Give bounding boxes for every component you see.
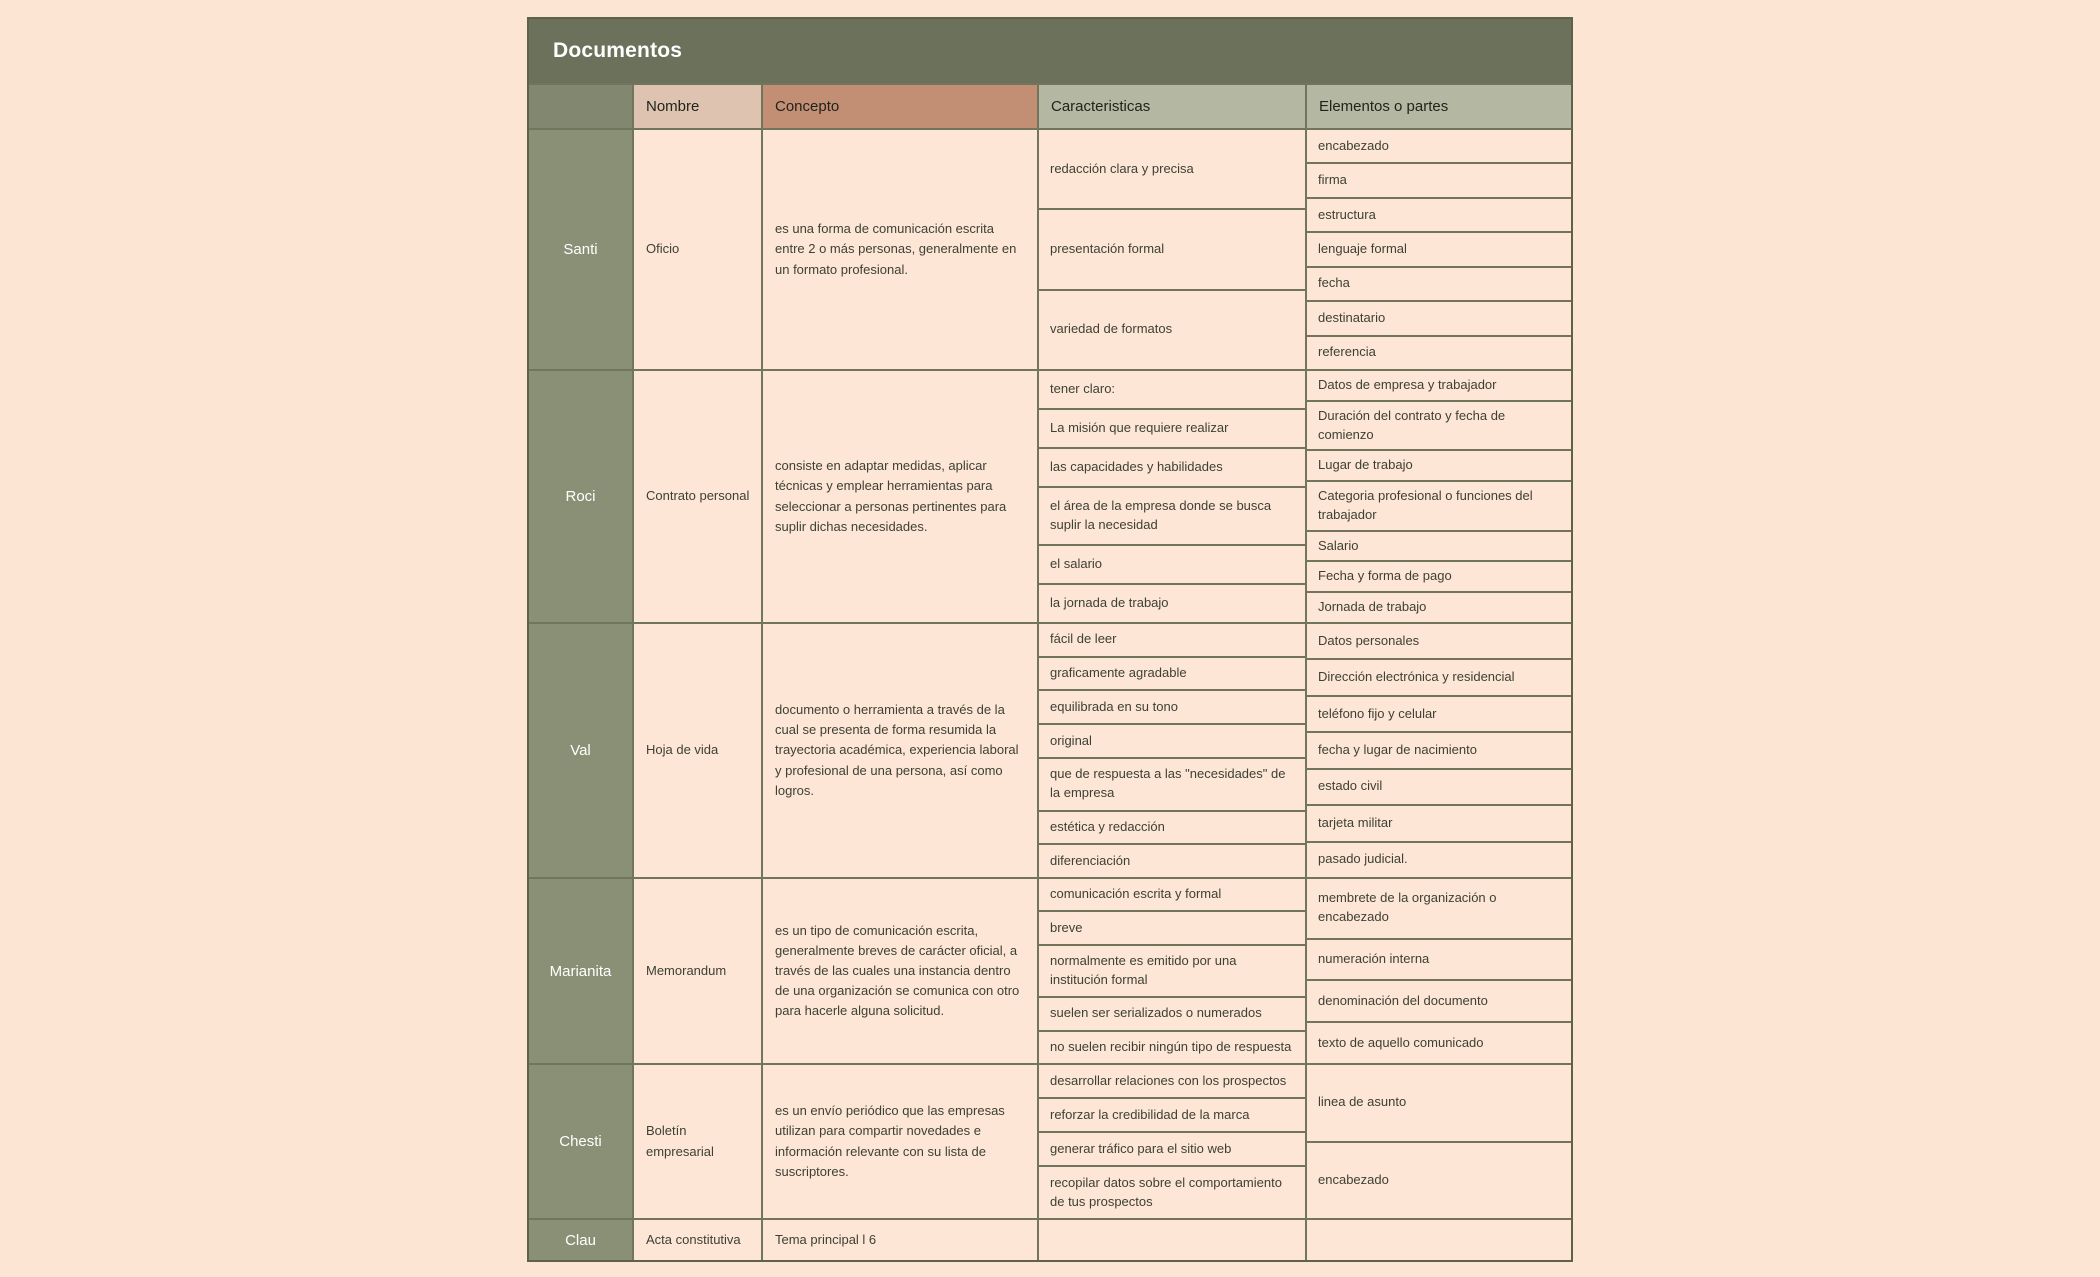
elemento-item: pasado judicial. [1307,843,1571,877]
caracteristica-item: generar tráfico para el sitio web [1039,1133,1305,1165]
nombre-cell: Acta constitutiva [634,1220,761,1260]
elemento-item: fecha y lugar de nacimiento [1307,733,1571,767]
caracteristica-item: la jornada de trabajo [1039,585,1305,622]
elementos-stack [1307,624,1571,877]
concepto-cell: es un envío periódico que las empresas utilizan para compartir novedades e información relevante con su lista de suscriptores. [763,1065,1037,1218]
elemento-item-empty [1307,1220,1571,1260]
elemento-item: encabezado [1307,130,1571,162]
elemento-item: Fecha y forma de pago [1307,562,1571,591]
nombre-cell: Contrato personal [634,371,761,622]
header-caracteristicas: Caracteristicas [1039,85,1305,128]
caracteristica-item: no suelen recibir ningún tipo de respuesta [1039,1032,1305,1063]
table-row [529,1220,1571,1260]
nombre-cell: Memorandum [634,879,761,1063]
elemento-item: teléfono fijo y celular [1307,697,1571,731]
concepto-cell: es un tipo de comunicación escrita, generalmente breves de carácter oficial, a través de las cuales una instancia dentro de una organización se comunica con otro para hacerle alguna solicitud. [763,879,1037,1063]
elemento-item: Lugar de trabajo [1307,451,1571,480]
elementos-stack [1307,879,1571,1063]
caracteristicas-stack [1039,879,1305,1063]
caracteristica-item: suelen ser serializados o numerados [1039,998,1305,1029]
caracteristica-item-empty [1039,1220,1305,1260]
elementos-stack [1307,1220,1571,1260]
elemento-item: numeración interna [1307,940,1571,980]
elemento-item: membrete de la organización o encabezado [1307,879,1571,938]
elemento-item: lenguaje formal [1307,233,1571,265]
elementos-stack [1307,371,1571,622]
elemento-item: Dirección electrónica y residencial [1307,660,1571,694]
caracteristica-item: breve [1039,912,1305,943]
row-label: Marianita [529,879,632,1063]
elemento-item: fecha [1307,268,1571,300]
elemento-item: referencia [1307,337,1571,369]
table-title-bar [529,19,1571,83]
caracteristicas-stack [1039,1065,1305,1218]
nombre-cell: Oficio [634,130,761,369]
caracteristica-item: presentación formal [1039,210,1305,288]
elementos-stack [1307,130,1571,369]
caracteristicas-stack [1039,624,1305,877]
elemento-item: firma [1307,164,1571,196]
concepto-cell: Tema principal l 6 [763,1220,1037,1260]
caracteristicas-stack [1039,1220,1305,1260]
elemento-item: tarjeta militar [1307,806,1571,840]
page-title: Documentos [553,39,683,62]
caracteristica-item: variedad de formatos [1039,291,1305,369]
caracteristica-item: el área de la empresa donde se busca suplir la necesidad [1039,488,1305,544]
elemento-item: Duración del contrato y fecha de comienzo [1307,402,1571,450]
elementos-stack [1307,1065,1571,1218]
header-elementos: Elementos o partes [1307,85,1571,128]
caracteristica-item: equilibrada en su tono [1039,691,1305,723]
table-row [529,130,1571,369]
caracteristica-item: estética y redacción [1039,812,1305,844]
caracteristica-item: el salario [1039,546,1305,583]
elemento-item: encabezado [1307,1143,1571,1219]
concepto-cell: documento o herramienta a través de la cual se presenta de forma resumida la trayectoria académica, experiencia laboral y profesional de una persona, así como logros. [763,624,1037,877]
row-label: Clau [529,1220,632,1260]
elemento-item: Salario [1307,532,1571,561]
row-label: Val [529,624,632,877]
row-label: Roci [529,371,632,622]
elemento-item: Categoria profesional o funciones del trabajador [1307,482,1571,530]
caracteristicas-stack [1039,130,1305,369]
elemento-item: linea de asunto [1307,1065,1571,1141]
row-label: Santi [529,130,632,369]
elemento-item: estado civil [1307,770,1571,804]
caracteristica-item: La misión que requiere realizar [1039,410,1305,447]
elemento-item: Datos personales [1307,624,1571,658]
caracteristica-item: diferenciación [1039,845,1305,877]
caracteristica-item: desarrollar relaciones con los prospectos [1039,1065,1305,1097]
nombre-cell: Boletín empresarial [634,1065,761,1218]
concepto-cell: consiste en adaptar medidas, aplicar técnicas y emplear herramientas para seleccionar a personas pertinentes para suplir dichas necesidades. [763,371,1037,622]
header-corner-cell [529,85,632,128]
caracteristica-item: comunicación escrita y formal [1039,879,1305,910]
nombre-cell: Hoja de vida [634,624,761,877]
elemento-item: Datos de empresa y trabajador [1307,371,1571,400]
concepto-cell: es una forma de comunicación escrita entre 2 o más personas, generalmente en un formato profesional. [763,130,1037,369]
elemento-item: Jornada de trabajo [1307,593,1571,622]
elemento-item: estructura [1307,199,1571,231]
caracteristica-item: normalmente es emitido por una institución formal [1039,946,1305,996]
table-row [529,1065,1571,1218]
caracteristica-item: fácil de leer [1039,624,1305,656]
caracteristica-item: graficamente agradable [1039,658,1305,690]
table-body [529,130,1571,1260]
elemento-item: destinatario [1307,302,1571,334]
documentos-table [527,17,1573,1262]
elemento-item: denominación del documento [1307,981,1571,1021]
caracteristica-item: tener claro: [1039,371,1305,408]
caracteristica-item: reforzar la credibilidad de la marca [1039,1099,1305,1131]
elemento-item: texto de aquello comunicado [1307,1023,1571,1063]
caracteristica-item: las capacidades y habilidades [1039,449,1305,486]
header-nombre: Nombre [634,85,761,128]
caracteristica-item: que de respuesta a las "necesidades" de la empresa [1039,759,1305,810]
caracteristica-item: original [1039,725,1305,757]
caracteristicas-stack [1039,371,1305,622]
header-concepto: Concepto [763,85,1037,128]
header-row [529,85,1571,128]
table-row [529,371,1571,622]
row-label: Chesti [529,1065,632,1218]
table-row [529,879,1571,1063]
caracteristica-item: redacción clara y precisa [1039,130,1305,208]
caracteristica-item: recopilar datos sobre el comportamiento de tus prospectos [1039,1167,1305,1218]
table-row [529,624,1571,877]
